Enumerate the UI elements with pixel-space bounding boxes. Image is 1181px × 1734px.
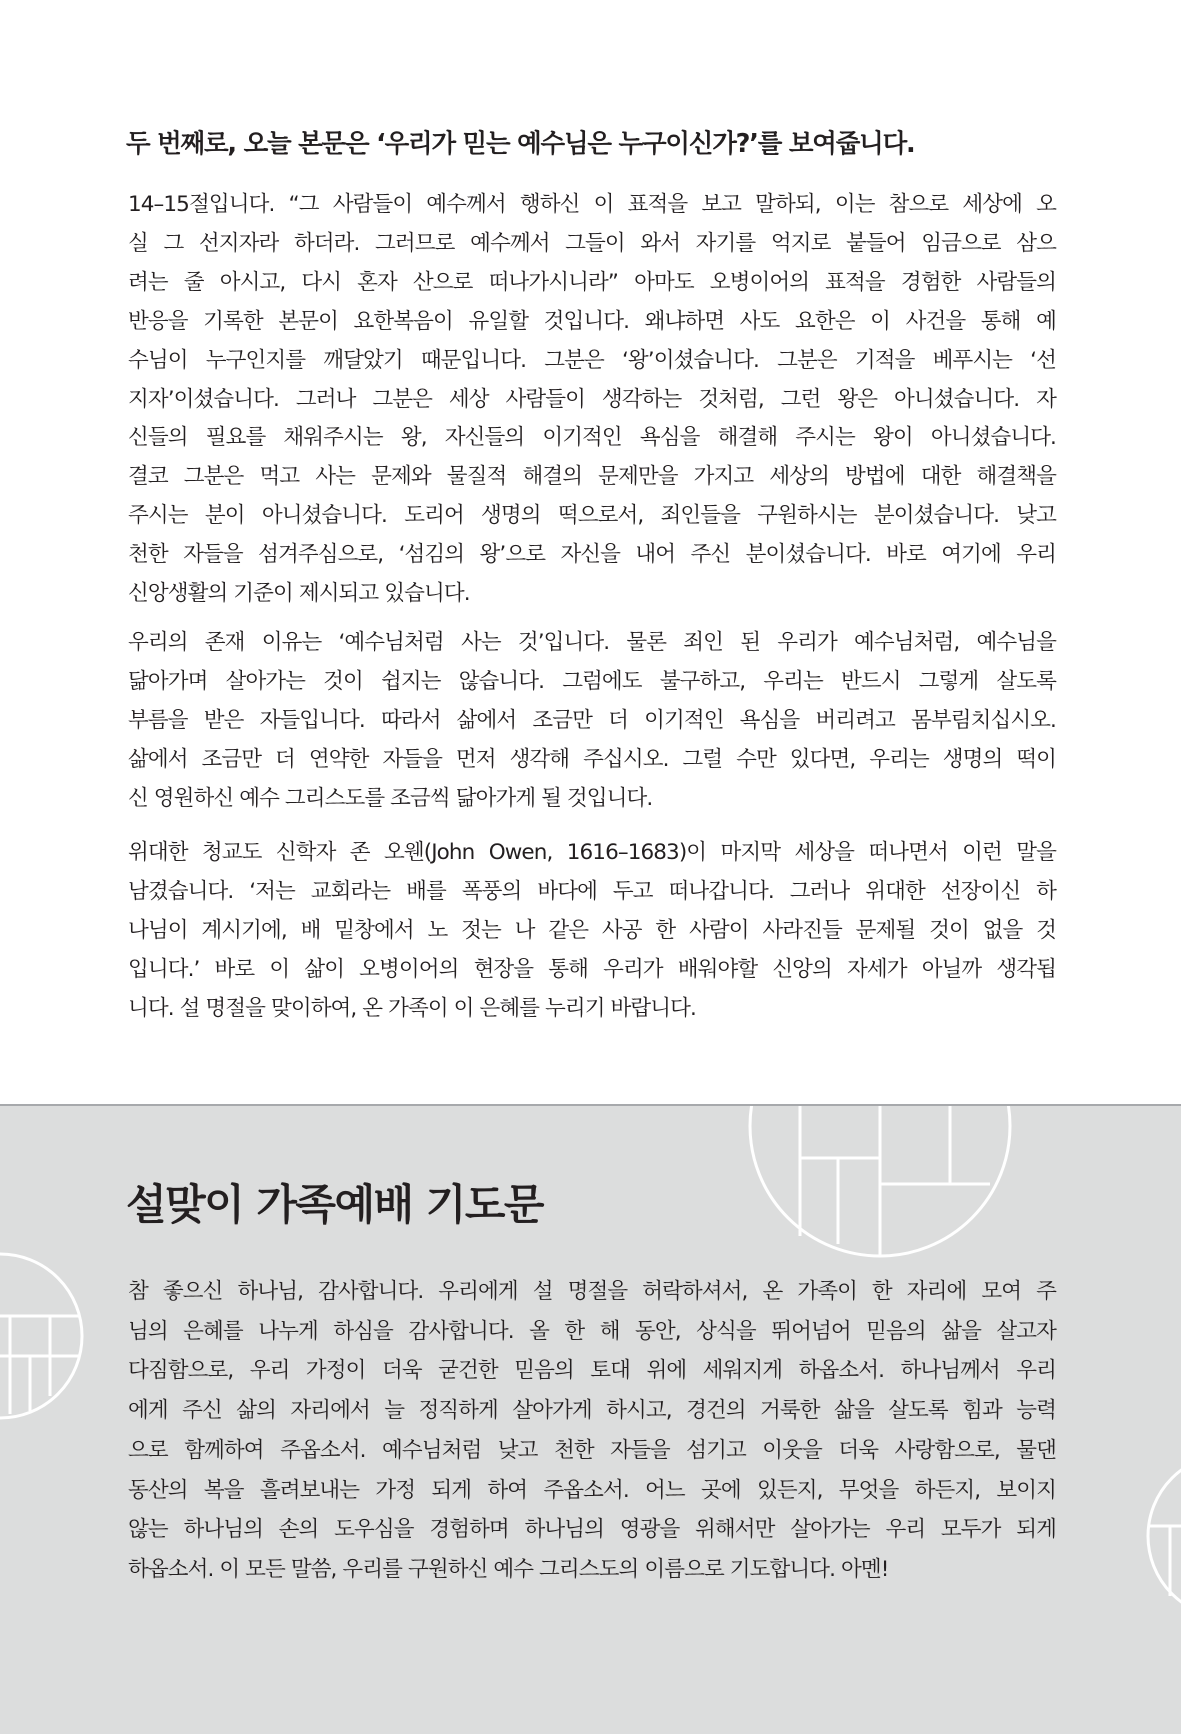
text-line: 위대한 청교도 신학자 존 오웬(John Owen, 1616–1683)이 마지막 세상을 떠나면서 이런 말을 — [128, 840, 1056, 865]
text-line: 남겼습니다. ‘저는 교회라는 배를 폭풍의 바다에 두고 떠나갑니다. 그러나 위대한 선장이신 하 — [128, 878, 1056, 904]
text-line: 님의 은혜를 나누게 하심을 감사합니다. 올 한 해 동안, 상식을 뛰어넘어 믿음의 삶을 살고자 — [128, 1318, 1056, 1344]
prayer-title: 설맞이 가족예배 기도문 — [126, 1180, 543, 1229]
prayer-paragraph — [128, 1272, 1056, 1590]
text-line: 으로 함께하여 주옵소서. 예수님처럼 낮고 천한 자들을 섬기고 이웃을 더욱 사랑함으로, 물댄 — [128, 1437, 1056, 1463]
text-line: 니다. 설 명절을 맞이하여, 온 가족이 이 은혜를 누리기 바랍니다. — [128, 995, 696, 1021]
text-line: 않는 하나님의 손의 도우심을 경험하며 하나님의 영광을 위해서만 살아가는 우리 모두가 되게 — [128, 1517, 1056, 1543]
text-line: 하옵소서. 이 모든 말씀, 우리를 구원하신 예수 그리스도의 이름으로 기도합니다. 아멘! — [128, 1556, 889, 1582]
lattice-circle-ornament — [1140, 1446, 1181, 1626]
text-line: 반응을 기록한 본문이 요한복음이 유일할 것입니다. 왜냐하면 사도 요한은 이 사건을 통해 예 — [128, 308, 1056, 334]
sermon-paragraph-2 — [128, 624, 1056, 819]
text-line: 닮아가며 살아가는 것이 쉽지는 않습니다. 그럼에도 불구하고, 우리는 반드시 그렇게 살도록 — [128, 668, 1056, 694]
sermon-paragraph-1 — [128, 186, 1056, 614]
text-line: 부름을 받은 자들입니다. 따라서 삶에서 조금만 더 이기적인 욕심을 버리려고 몸부림치십시오. — [128, 707, 1056, 733]
text-line: 주시는 분이 아니셨습니다. 도리어 생명의 떡으로서, 죄인들을 구원하시는 분이셨습니다. 낮고 — [128, 503, 1056, 529]
sermon-paragraph-3 — [128, 834, 1056, 1029]
text-line: 삶에서 조금만 더 연약한 자들을 먼저 생각해 주십시오. 그럴 수만 있다면, 우리는 생명의 떡이 — [128, 746, 1056, 772]
text-line: 지자’이셨습니다. 그러나 그분은 세상 사람들이 생각하는 것처럼, 그런 왕은 아니셨습니다. 자 — [128, 386, 1056, 412]
text-line: 신앙생활의 기준이 제시되고 있습니다. — [128, 581, 470, 607]
text-line: 실 그 선지자라 하더라. 그러므로 예수께서 그들이 와서 자기를 억지로 붙들어 임금으로 삼으 — [128, 230, 1056, 256]
text-line: 다짐함으로, 우리 가정이 더욱 굳건한 믿음의 토대 위에 세워지게 하옵소서. 하나님께서 우리 — [128, 1358, 1056, 1384]
text-line: 14–15절입니다. “그 사람들이 예수께서 행하신 이 표적을 보고 말하되, 이는 참으로 세상에 오 — [128, 192, 1056, 217]
lattice-circle-ornament — [740, 1104, 1020, 1266]
prayer-section — [0, 1104, 1181, 1734]
text-line: 신들의 필요를 채워주시는 왕, 자신들의 이기적인 욕심을 해결해 주시는 왕이 아니셨습니다. — [128, 425, 1056, 451]
text-line: 나님이 계시기에, 배 밑창에서 노 젓는 나 같은 사공 한 사람이 사라진들 문제될 것이 없을 것 — [128, 917, 1056, 943]
section-heading: 두 번째로, 오늘 본문은 ‘우리가 믿는 예수님은 누구이신가?’를 보여줍니다. — [126, 129, 915, 159]
text-line: 입니다.’ 바로 이 삶이 오병이어의 현장을 통해 우리가 배워야할 신앙의 자세가 아닐까 생각됩 — [128, 956, 1056, 982]
text-line: 수님이 누구인지를 깨달았기 때문입니다. 그분은 ‘왕’이셨습니다. 그분은 기적을 베푸시는 ‘선 — [128, 347, 1056, 373]
text-line: 동산의 복을 흘려보내는 가정 되게 하여 주옵소서. 어느 곳에 있든지, 무엇을 하든지, 보이지 — [128, 1477, 1056, 1503]
lattice-circle-ornament — [0, 1246, 90, 1426]
text-line: 결코 그분은 먹고 사는 문제와 물질적 해결의 문제만을 가지고 세상의 방법에 대한 해결책을 — [128, 464, 1056, 490]
text-line: 우리의 존재 이유는 ‘예수님처럼 사는 것’입니다. 물론 죄인 된 우리가 예수님처럼, 예수님을 — [128, 630, 1056, 655]
text-line: 참 좋으신 하나님, 감사합니다. 우리에게 설 명절을 허락하셔서, 온 가족이 한 자리에 모여 주 — [128, 1279, 1056, 1304]
text-line: 천한 자들을 섬겨주심으로, ‘섬김의 왕’으로 자신을 내어 주신 분이셨습니다. 바로 여기에 우리 — [128, 542, 1056, 568]
text-line: 려는 줄 아시고, 다시 혼자 산으로 떠나가시니라” 아마도 오병이어의 표적을 경험한 사람들의 — [128, 269, 1056, 295]
text-line: 에게 주신 삶의 자리에서 늘 정직하게 살아가게 하시고, 경건의 거룩한 삶을 살도록 힘과 능력 — [128, 1398, 1056, 1424]
text-line: 신 영원하신 예수 그리스도를 조금씩 닮아가게 될 것입니다. — [128, 785, 653, 811]
